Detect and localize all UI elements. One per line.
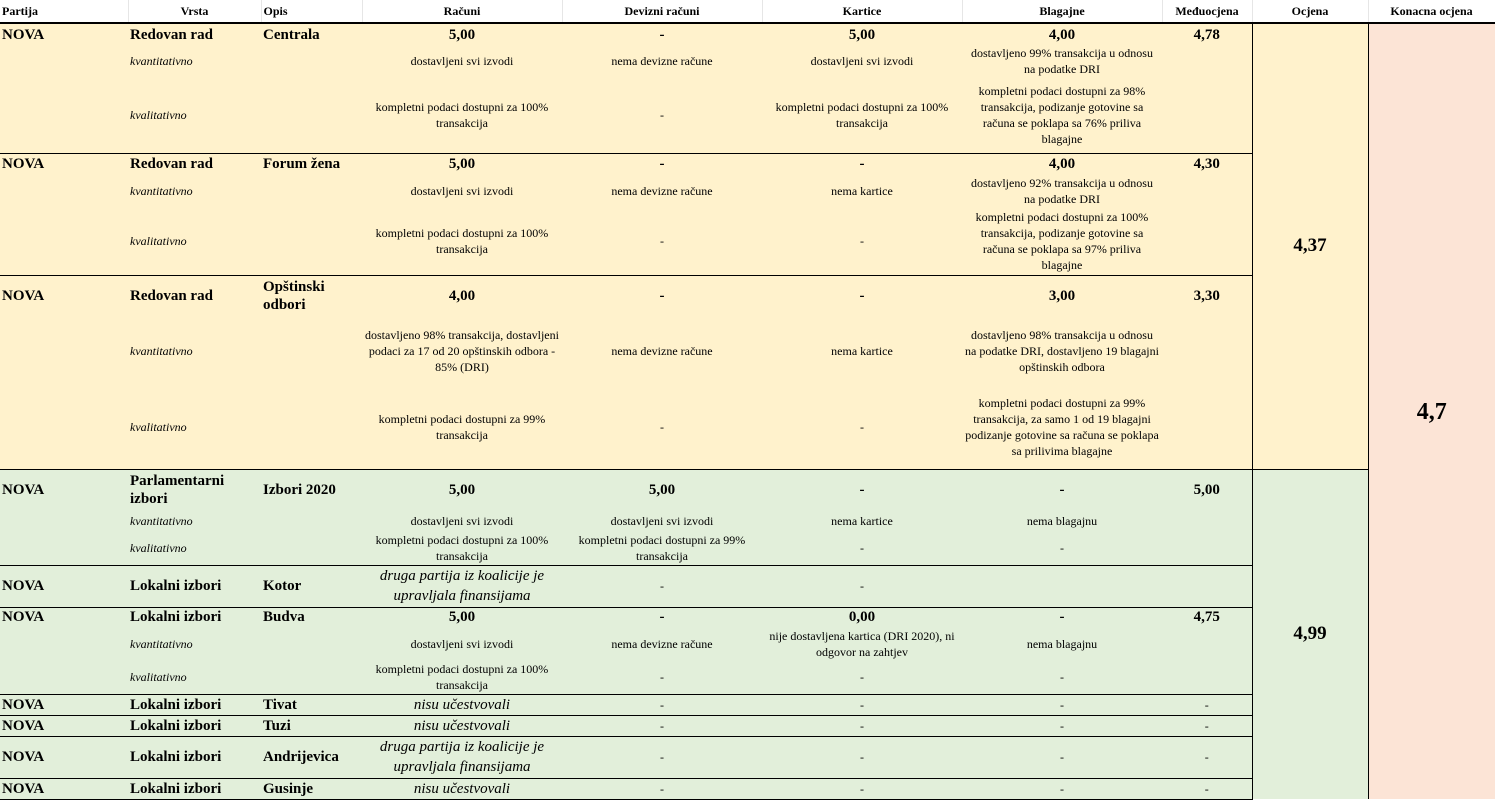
cell-racuni: dostavljeni svi izvodi: [410, 54, 514, 68]
cell-kartice: nema kartice: [831, 344, 893, 358]
cell-racuni: kompletni podaci dostupni za 100% transakcija: [375, 226, 549, 257]
cell-devizni: -: [562, 275, 762, 317]
cell-meduocjena: -: [1162, 715, 1252, 736]
cell-partija: NOVA: [0, 275, 128, 317]
cell-devizni: -: [562, 607, 762, 627]
cell-kartice: -: [762, 736, 962, 778]
cell-devizni: -: [562, 694, 762, 715]
header-row: [0, 0, 1495, 23]
cell-blagajne: 4,00: [962, 153, 1162, 174]
cell-blagajne: -: [962, 736, 1162, 778]
table-row: [0, 23, 1495, 45]
cell-devizni: -: [562, 736, 762, 778]
cell-devizni: -: [660, 669, 664, 684]
cell-partija: NOVA: [0, 23, 128, 45]
cell-kartice: nema kartice: [831, 184, 893, 198]
cell-partija: NOVA: [0, 565, 128, 607]
cell-meduocjena: -: [1162, 778, 1252, 799]
cell-label: kvalitativno: [128, 385, 261, 469]
cell-opis: Andrijevica: [261, 736, 362, 778]
cell-devizni: -: [562, 565, 762, 607]
cell-devizni: -: [562, 153, 762, 174]
cell-note: druga partija iz koalicije je upravljala finansijama: [362, 736, 562, 778]
cell-partija: NOVA: [0, 778, 128, 799]
cell-blagajne: [962, 565, 1162, 607]
cell-meduocjena: 5,00: [1162, 469, 1252, 511]
cell-devizni: nema devizne račune: [611, 54, 713, 68]
header-ocjena: Ocjena: [1252, 0, 1368, 23]
cell-racuni: 4,00: [362, 275, 562, 317]
cell-blagajne: kompletni podaci dostupni za 100% transakcija, podizanje gotovine sa računa se poklapa sa 97% priliva blagajne: [975, 210, 1149, 273]
cell-kartice: -: [762, 469, 962, 511]
cell-kartice: -: [762, 694, 962, 715]
ocjena-group-2: 4,99: [1252, 469, 1368, 799]
cell-meduocjena: 4,78: [1162, 23, 1252, 45]
cell-racuni: dostavljeni svi izvodi: [410, 514, 514, 528]
cell-kartice: -: [860, 669, 864, 684]
cell-blagajne: nema blagajnu: [1026, 636, 1098, 651]
header-kartice: Kartice: [762, 0, 962, 23]
cell-vrsta: Lokalni izbori: [128, 715, 261, 736]
cell-vrsta: Lokalni izbori: [128, 694, 261, 715]
cell-label: kvantitativno: [130, 514, 193, 528]
cell-blagajne: dostavljeno 99% transakcija u odnosu na podatke DRI: [971, 46, 1153, 76]
cell-vrsta: Lokalni izbori: [128, 565, 261, 607]
table-row: [0, 469, 1495, 511]
cell-label: kvantitativno: [130, 344, 193, 358]
cell-label: kvantitativno: [130, 636, 193, 651]
cell-partija: NOVA: [0, 736, 128, 778]
cell-partija: NOVA: [0, 715, 128, 736]
cell-kartice: -: [762, 715, 962, 736]
ocjena-group-1: 4,37: [1252, 23, 1368, 469]
cell-opis: Tuzi: [261, 715, 362, 736]
cell-meduocjena: -: [1162, 694, 1252, 715]
cell-kartice: dostavljeni svi izvodi: [810, 54, 914, 68]
cell-blagajne: 3,00: [962, 275, 1162, 317]
cell-opis: Kotor: [261, 565, 362, 607]
cell-devizni: -: [562, 715, 762, 736]
cell-blagajne: dostavljeno 98% transakcija u odnosu na podatke DRI, dostavljeno 19 blagajni opštinskih odbora: [965, 328, 1159, 374]
cell-vrsta: Lokalni izbori: [128, 607, 261, 627]
header-racuni: Računi: [362, 0, 562, 23]
cell-vrsta: Parlamentarni izbori: [128, 469, 261, 511]
header-meduocjena: Međuocjena: [1162, 0, 1252, 23]
cell-devizni: -: [562, 778, 762, 799]
cell-devizni: -: [660, 107, 664, 122]
cell-opis: Gusinje: [261, 778, 362, 799]
cell-blagajne: kompletni podaci dostupni za 98% transakcija, podizanje gotovine sa računa se poklapa sa 76% priliva blagajne: [978, 83, 1146, 146]
cell-devizni: 5,00: [562, 469, 762, 511]
cell-racuni: 5,00: [362, 469, 562, 511]
konacna-ocjena: 4,7: [1368, 23, 1495, 799]
cell-racuni: kompletni podaci dostupni za 100% transakcija: [375, 99, 549, 130]
cell-opis: Izbori 2020: [261, 469, 362, 511]
cell-kartice: -: [762, 385, 962, 469]
cell-label: kvalitativno: [130, 540, 187, 555]
cell-note: nisu učestvovali: [362, 715, 562, 736]
cell-devizni: dostavljeni svi izvodi: [610, 514, 714, 528]
cell-racuni: 5,00: [362, 153, 562, 174]
cell-label: kvalitativno: [130, 107, 187, 122]
cell-kartice: nema kartice: [831, 514, 893, 528]
cell-blagajne: -: [962, 715, 1162, 736]
cell-meduocjena: 4,75: [1162, 607, 1252, 627]
cell-racuni: 5,00: [362, 23, 562, 45]
cell-blagajne: -: [1060, 669, 1064, 684]
cell-opis: Tivat: [261, 694, 362, 715]
cell-vrsta: Redovan rad: [128, 153, 261, 174]
cell-blagajne: 4,00: [962, 23, 1162, 45]
cell-vrsta: Redovan rad: [128, 23, 261, 45]
cell-racuni: dostavljeni svi izvodi: [410, 636, 514, 651]
cell-blagajne: dostavljeno 92% transakcija u odnosu na podatke DRI: [971, 176, 1153, 206]
cell-devizni: -: [562, 23, 762, 45]
cell-racuni: kompletni podaci dostupni za 99% transakcija: [362, 385, 562, 469]
cell-blagajne: nema blagajnu: [1026, 514, 1098, 528]
cell-blagajne: -: [962, 778, 1162, 799]
cell-vrsta: Lokalni izbori: [128, 736, 261, 778]
cell-partija: NOVA: [0, 694, 128, 715]
cell-label: kvalitativno: [130, 669, 187, 684]
cell-kartice: -: [762, 275, 962, 317]
cell-devizni: nema devizne račune: [611, 184, 713, 198]
cell-blagajne: -: [962, 607, 1162, 627]
cell-label: kvalitativno: [130, 234, 187, 249]
cell-meduocjena: [1162, 565, 1252, 607]
cell-kartice: nije dostavljena kartica (DRI 2020), ni odgovor na zahtjev: [769, 628, 955, 659]
cell-blagajne: kompletni podaci dostupni za 99% transakcija, za samo 1 od 19 blagajni podizanje gotovine sa računa se poklapa sa prilivima blagajne: [962, 385, 1162, 469]
cell-kartice: -: [762, 153, 962, 174]
header-devizni: Devizni računi: [562, 0, 762, 23]
cell-blagajne: -: [962, 469, 1162, 511]
cell-partija: NOVA: [0, 153, 128, 174]
cell-partija: NOVA: [0, 469, 128, 511]
header-konacna: Konacna ocjena: [1368, 0, 1495, 23]
cell-vrsta: Lokalni izbori: [128, 778, 261, 799]
cell-vrsta: Redovan rad: [128, 275, 261, 317]
cell-meduocjena: -: [1162, 736, 1252, 778]
cell-racuni: kompletni podaci dostupni za 100% transakcija: [375, 661, 549, 692]
cell-partija: NOVA: [0, 607, 128, 627]
cell-meduocjena: 4,30: [1162, 153, 1252, 174]
cell-opis: Opštinski odbori: [261, 275, 362, 317]
cell-note: nisu učestvovali: [362, 778, 562, 799]
cell-note: nisu učestvovali: [362, 694, 562, 715]
cell-devizni: -: [660, 234, 664, 249]
cell-opis: Forum žena: [261, 153, 362, 174]
cell-blagajne: -: [1060, 540, 1064, 555]
cell-label: kvantitativno: [130, 184, 193, 198]
header-partija: Partija: [0, 0, 128, 23]
cell-kartice: 0,00: [762, 607, 962, 627]
cell-devizni: nema devizne račune: [611, 636, 713, 651]
cell-kartice: -: [762, 778, 962, 799]
cell-devizni: kompletni podaci dostupni za 99% transakcija: [578, 532, 746, 563]
cell-racuni: dostavljeno 98% transakcija, dostavljeni podaci za 17 od 20 opštinskih odbora - 85% (DRI): [365, 328, 559, 374]
cell-devizni: nema devizne račune: [611, 344, 713, 358]
cell-racuni: dostavljeni svi izvodi: [410, 184, 514, 198]
header-opis: Opis: [261, 0, 362, 23]
cell-racuni: 5,00: [362, 607, 562, 627]
cell-opis: Budva: [261, 607, 362, 627]
cell-meduocjena: 3,30: [1162, 275, 1252, 317]
cell-kartice: -: [860, 234, 864, 249]
header-blagajne: Blagajne: [962, 0, 1162, 23]
cell-blagajne: -: [962, 694, 1162, 715]
cell-racuni: kompletni podaci dostupni za 100% transakcija: [375, 532, 549, 563]
cell-note: druga partija iz koalicije je upravljala finansijama: [362, 565, 562, 607]
cell-kartice: kompletni podaci dostupni za 100% transakcija: [775, 99, 949, 130]
cell-kartice: -: [762, 565, 962, 607]
cell-kartice: -: [860, 540, 864, 555]
header-vrsta: Vrsta: [128, 0, 261, 23]
cell-devizni: -: [562, 385, 762, 469]
cell-label: kvantitativno: [130, 54, 193, 68]
cell-opis: Centrala: [261, 23, 362, 45]
cell-kartice: 5,00: [762, 23, 962, 45]
